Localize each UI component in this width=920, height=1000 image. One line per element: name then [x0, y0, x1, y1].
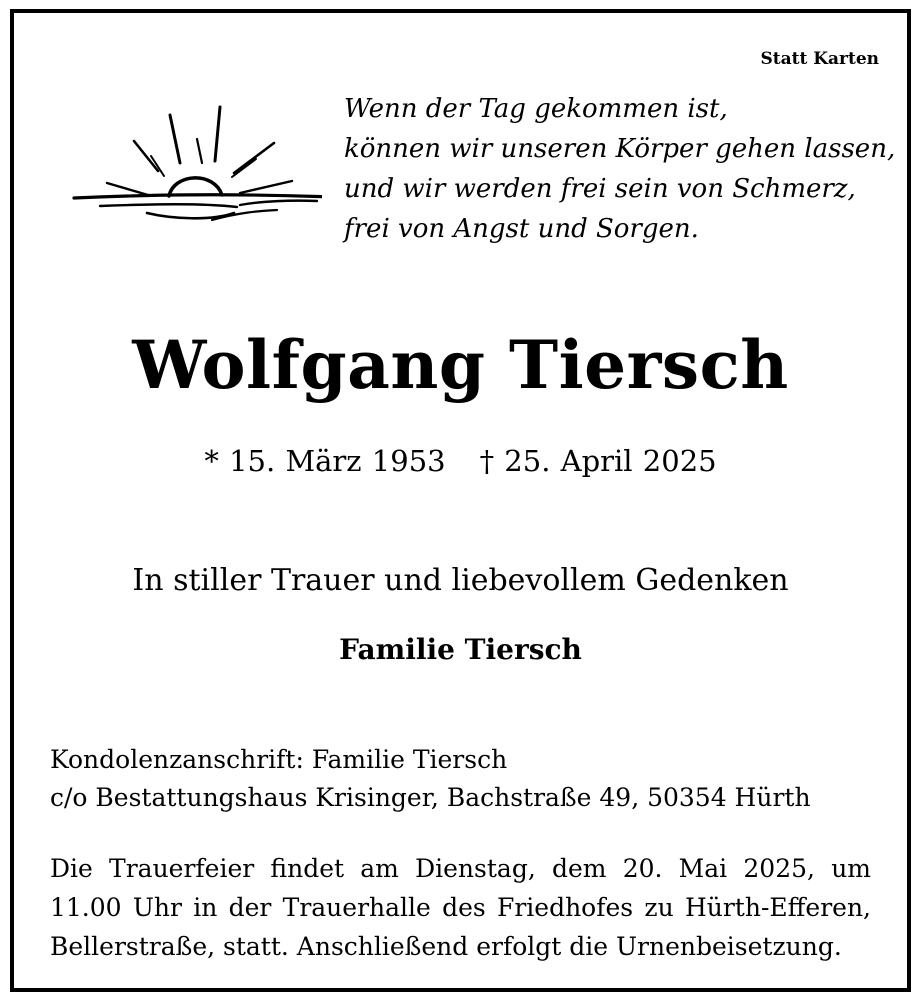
condolence-address	[50, 741, 811, 817]
death-date: † 25. April 2025	[479, 444, 717, 478]
obituary-frame	[10, 9, 911, 992]
condolence-line: Kondolenzanschrift: Familie Tiersch	[50, 745, 508, 774]
poem-line: und wir werden frei sein von Schmerz,	[344, 174, 856, 204]
mourning-text: In stiller Trauer und liebevollem Gedenken	[132, 563, 789, 598]
service-announcement: Die Trauerfeier findet am Dienstag, dem 20. Mai 2025, um 11.00 Uhr in der Trauerhalle des Friedhofes zu Hürth-Efferen, Bellerstraße, statt. Anschließend erfolgt die Urnenbeisetzung.	[50, 854, 871, 961]
poem-line: frei von Angst und Sorgen.	[344, 214, 699, 244]
birth-date: * 15. März 1953	[204, 444, 446, 478]
poem-line: Wenn der Tag gekommen ist,	[344, 94, 728, 124]
poem	[344, 89, 896, 249]
life-dates	[14, 441, 907, 481]
poem-line: können wir unseren Körper gehen lassen,	[344, 134, 896, 164]
condolence-line: c/o Bestattungshaus Krisinger, Bachstraße 49, 50354 Hürth	[50, 783, 811, 812]
sunrise-icon	[62, 101, 322, 226]
statt-karten-label: Statt Karten	[760, 49, 879, 69]
family-signature: Familie Tiersch	[339, 633, 582, 666]
deceased-name: Wolfgang Tiersch	[132, 326, 789, 404]
